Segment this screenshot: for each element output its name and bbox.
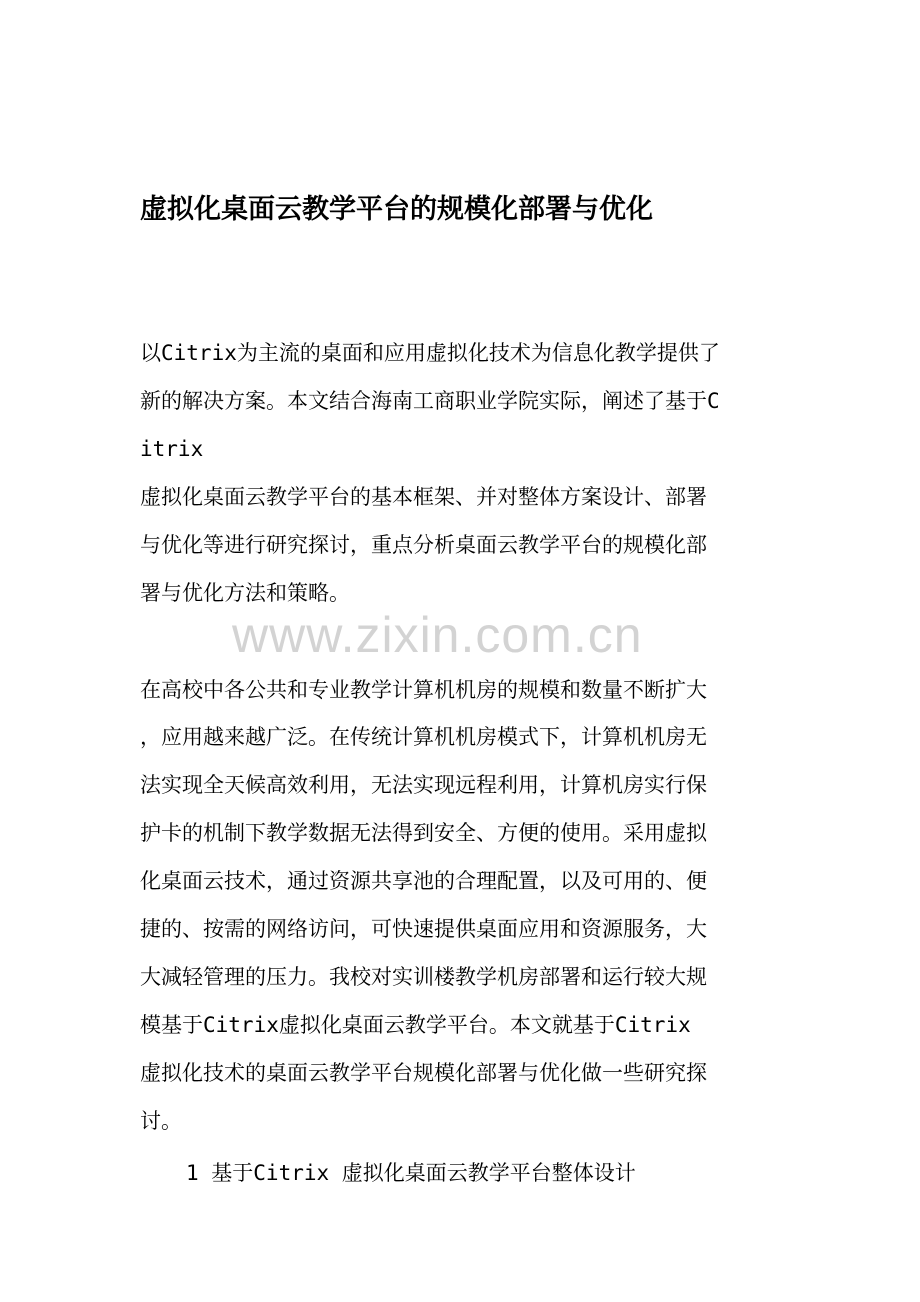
body-line: ，应用越来越广泛。在传统计算机机房模式下，计算机机房无 <box>140 725 707 749</box>
abstract-line: itrix <box>140 437 204 461</box>
abstract-line: 新的解决方案。本文结合海南工商职业学院实际，阐述了基于C <box>140 389 720 413</box>
body-line: 护卡的机制下教学数据无法得到安全、方便的使用。采用虚拟 <box>140 821 707 845</box>
body-line: 化桌面云技术，通过资源共享池的合理配置，以及可用的、便 <box>140 869 707 893</box>
body-line: 模基于Citrix虚拟化桌面云教学平台。本文就基于Citrix <box>140 1013 691 1037</box>
body-line: 虚拟化技术的桌面云教学平台规模化部署与优化做一些研究探 <box>140 1061 707 1085</box>
body-line: 大减轻管理的压力。我校对实训楼教学机房部署和运行较大规 <box>140 965 707 989</box>
body-line: 讨。 <box>140 1109 182 1133</box>
abstract-line: 署与优化方法和策略。 <box>140 581 350 605</box>
body-line: 在高校中各公共和专业教学计算机机房的规模和数量不断扩大 <box>140 678 707 702</box>
abstract-line: 虚拟化桌面云教学平台的基本框架、并对整体方案设计、部署 <box>140 485 707 509</box>
document-title: 虚拟化桌面云教学平台的规模化部署与优化 <box>140 194 653 225</box>
body-line: 捷的、按需的网络访问，可快速提供桌面应用和资源服务，大 <box>140 917 707 941</box>
abstract-line: 与优化等进行研究探讨，重点分析桌面云教学平台的规模化部 <box>140 533 707 557</box>
body-line: 法实现全天候高效利用，无法实现远程利用，计算机房实行保 <box>140 773 707 797</box>
abstract-line: 以Citrix为主流的桌面和应用虚拟化技术为信息化教学提供了 <box>140 341 720 365</box>
section-heading: 1 基于Citrix 虚拟化桌面云教学平台整体设计 <box>186 1161 636 1185</box>
site-watermark: www.zixin.com.cn <box>232 607 643 663</box>
